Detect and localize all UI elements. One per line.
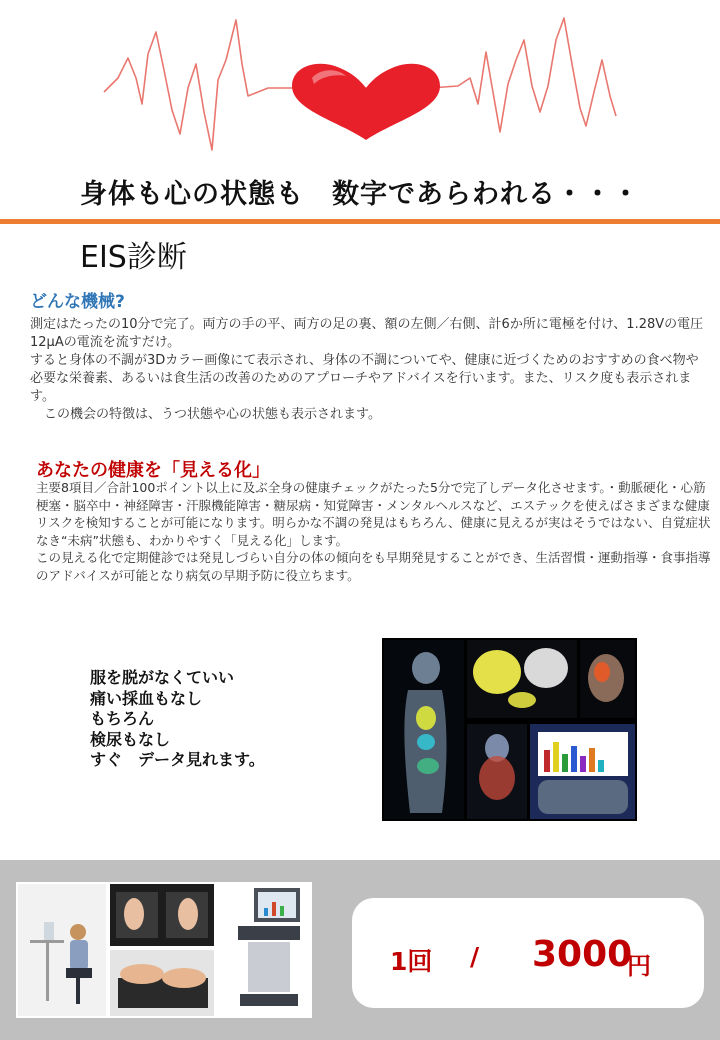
heart-shape [292, 64, 440, 140]
price-unit: 円 [627, 952, 651, 980]
benefit-points [90, 668, 265, 771]
price-count: 1回 [390, 947, 433, 976]
section-machine-body [30, 316, 710, 424]
visible-paragraph: 主要8項目／合計100ポイント以上に及ぶ全身の健康チェックがたった5分で完了しデータ化させます。・動脈硬化・心筋梗塞・脳卒中・神経障害・汗腺機能障害・糖尿病・知覚障害・メンタルヘルスなど、エステックを使えばさまざまな健康リスクを検知することが可能になります。明らかな不調の発見はもちろん、健康に見えるが実はそうではない、自覚症状なき“未病”状態も、わかりやすく「見える化」します。 [36, 480, 711, 548]
benefit-point: すぐ データ見れます。 [90, 750, 265, 769]
visible-paragraph: この見える化で定期健診では発見しづらい自分の体の傾向をも早期発見することができ、生活習慣・運動指導・食事指導のアドバイスが可能となり病気の早期予防に役立ちます。 [36, 550, 711, 583]
benefit-point: 服を脱がなくていい [90, 668, 235, 687]
machine-paragraph: 測定はたったの10分で完了。両方の手の平、両方の足の裏、額の左側／右側、計6か所に電極を付け、1.28Vの電圧12μAの電流を流すだけ。 [30, 317, 704, 350]
page-title: EIS診断 [80, 240, 187, 275]
orange-divider [0, 219, 720, 224]
price-amount: 3000 [532, 934, 633, 975]
section-visible-body [36, 479, 712, 584]
machine-paragraph: すると身体の不調が3Dカラー画像にて表示され、身体の不調についてや、健康に近づくためのおすすめの食べ物や必要な栄養素、あるいは食生活の改善のためのアプローチやアドバイスを行います。また、リスク度も表示されます。 [30, 353, 699, 404]
device-photo-collage-image [16, 882, 312, 1018]
price-slash: / [470, 942, 480, 971]
headline: 身体も心の状態も 数字であらわれる・・・ [80, 179, 640, 210]
benefit-point: 痛い採血もなし [90, 688, 203, 708]
benefit-point: 検尿もなし [90, 729, 171, 749]
body-scan-collage-image [382, 638, 637, 821]
section-visible-heading: あなたの健康を「見える化」 [36, 460, 270, 481]
machine-paragraph: この機会の特徴は、うつ状態や心の状態も表示されます。 [44, 407, 381, 422]
heartbeat-heart-graphic [0, 0, 720, 180]
section-machine-heading: どんな機械? [30, 292, 125, 312]
benefit-point: もちろん [90, 709, 155, 728]
